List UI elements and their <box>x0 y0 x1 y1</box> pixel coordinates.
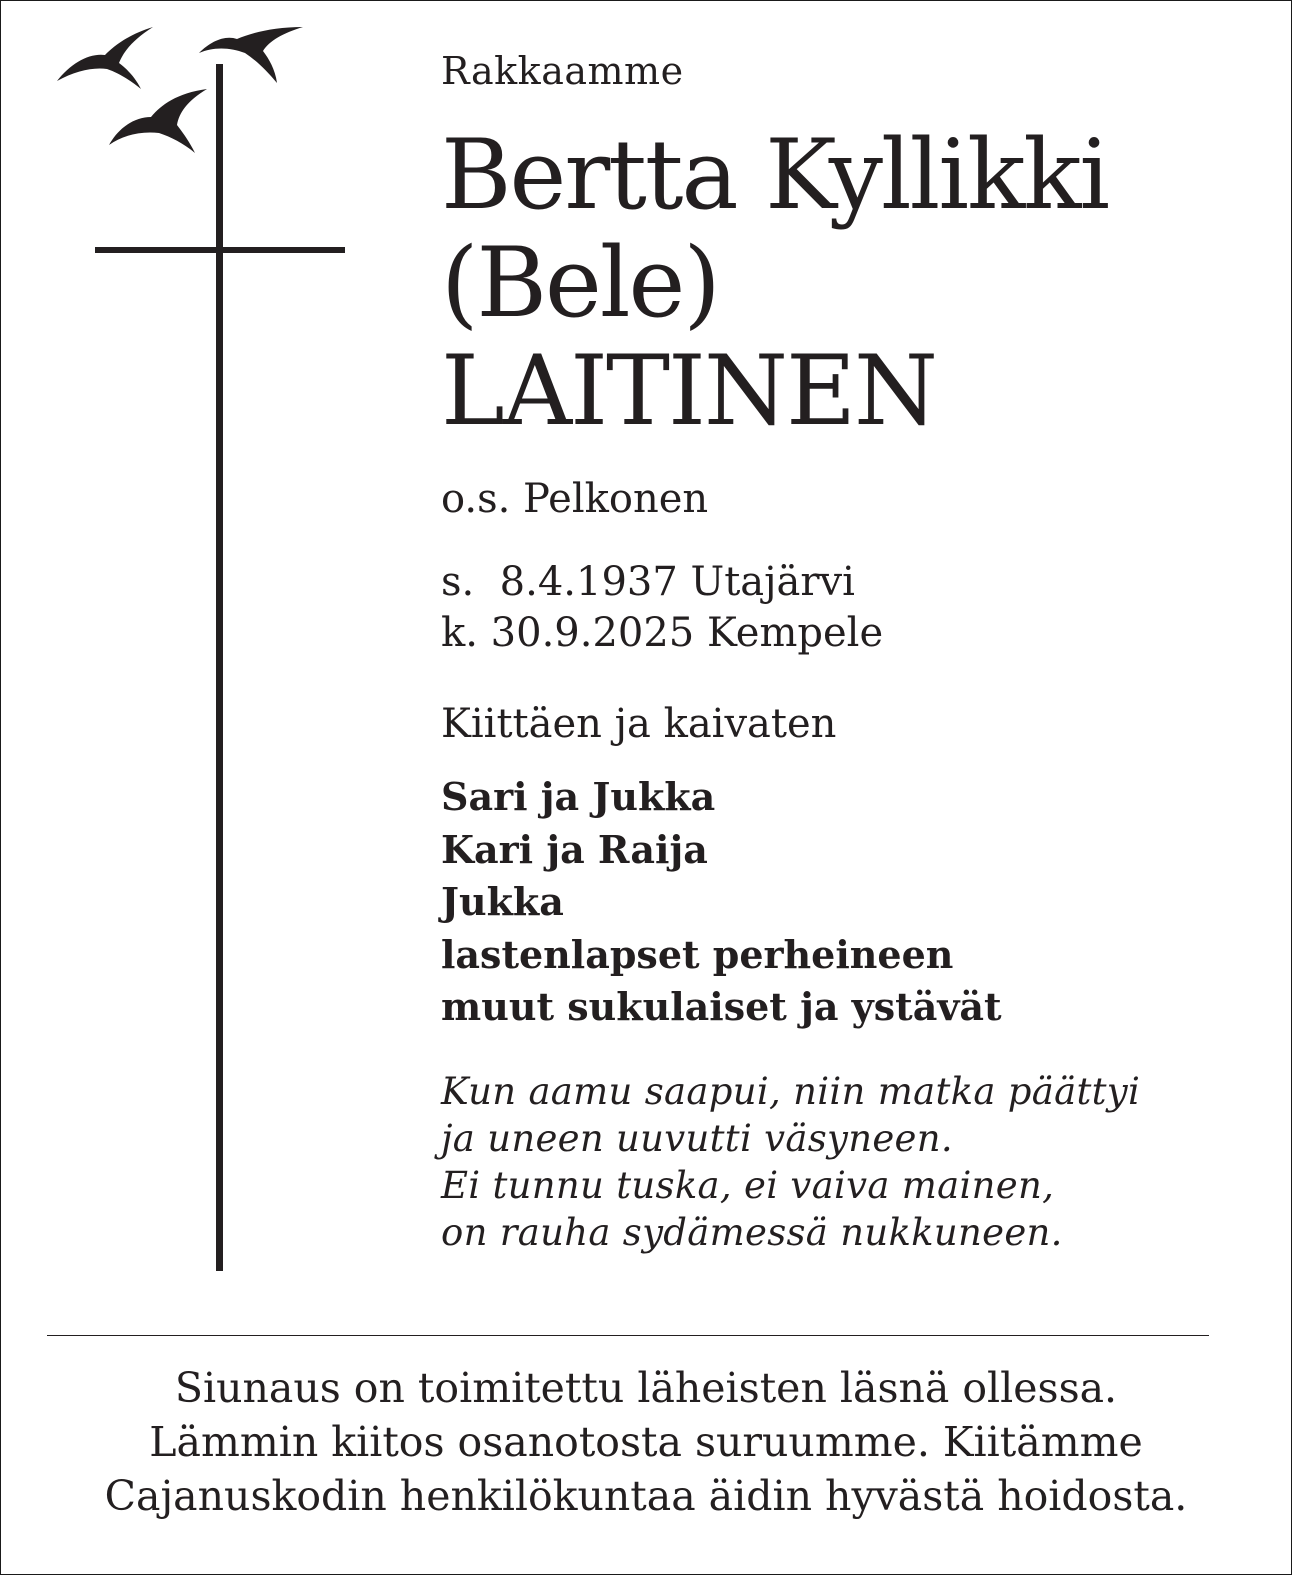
first-names: Bertta Kyllikki <box>441 119 1109 231</box>
cross-icon <box>95 64 345 1271</box>
main-text-column <box>441 45 1261 1256</box>
footer-line: Cajanuskodin henkilökuntaa äidin hyvästä hoidosta. <box>104 1472 1188 1520</box>
maiden-name: o.s. Pelkonen <box>441 476 709 522</box>
verse-line: Kun aamu saapui, niin matka päättyi <box>441 1069 1141 1113</box>
birth-date: s. 8.4.1937 Utajärvi <box>441 559 855 605</box>
mourner-line: Sari ja Jukka <box>441 774 716 819</box>
footer-message <box>1 1361 1291 1523</box>
mourner-line: lastenlapset perheineen <box>441 931 954 977</box>
mourner-line: Kari ja Raija <box>441 826 708 872</box>
surname: LAITINEN <box>441 335 937 447</box>
footer-line: Siunaus on toimitettu läheisten läsnä ollessa. <box>174 1364 1118 1412</box>
mourners-list <box>441 771 1261 1034</box>
intro-text: Rakkaamme <box>441 49 684 93</box>
verse-line: Ei tunnu tuska, ei vaiva mainen, <box>441 1163 1055 1207</box>
verse-line: ja uneen uuvutti väsyneen. <box>441 1116 953 1160</box>
cross-with-birds-symbol <box>1 1 361 1291</box>
divider-line <box>47 1335 1209 1336</box>
mourner-line: muut sukulaiset ja ystävät <box>441 984 1002 1029</box>
thanks-intro: Kiittäen ja kaivaten <box>441 701 837 747</box>
death-date: k. 30.9.2025 Kempele <box>441 610 884 656</box>
verse-line: on rauha sydämessä nukkuneen. <box>441 1210 1063 1254</box>
life-dates <box>441 557 1261 659</box>
nickname: (Bele) <box>441 227 719 339</box>
footer-line: Lämmin kiitos osanotosta suruumme. Kiitämme <box>149 1418 1143 1466</box>
deceased-name <box>441 121 1261 445</box>
mourner-line: Jukka <box>441 879 564 924</box>
flying-birds-icon <box>57 27 303 153</box>
memorial-verse <box>441 1068 1261 1256</box>
